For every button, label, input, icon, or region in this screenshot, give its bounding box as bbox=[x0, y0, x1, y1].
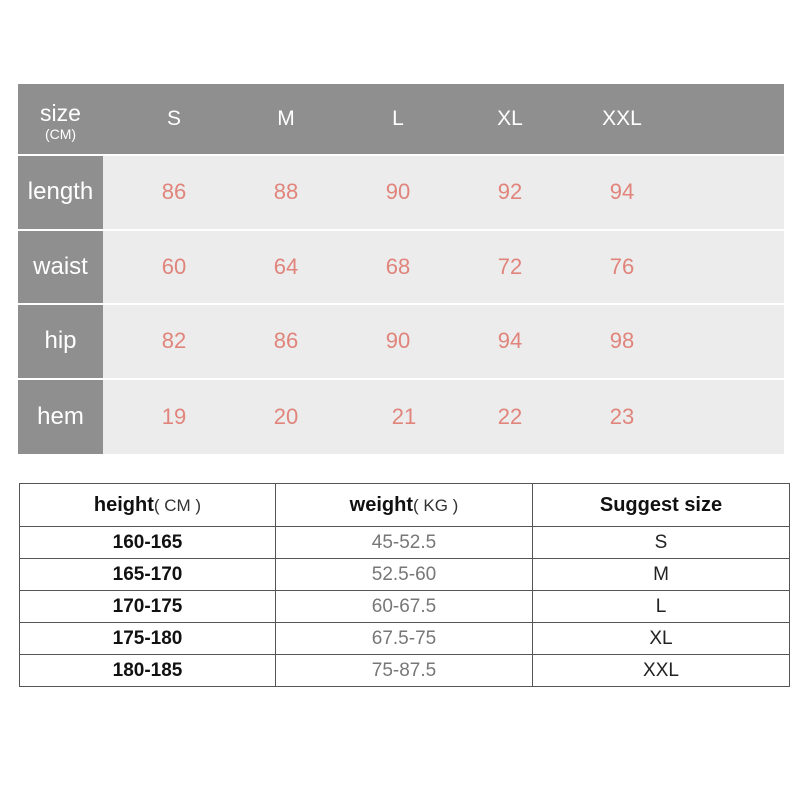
value-cell: 98 bbox=[609, 328, 635, 354]
size-columns bbox=[103, 84, 784, 154]
size-cell: XL bbox=[533, 623, 790, 655]
suggest-size-table bbox=[19, 483, 790, 687]
row-label-hem: hem bbox=[18, 380, 103, 455]
table-header-row bbox=[20, 484, 790, 527]
value-cell: 22 bbox=[497, 403, 523, 429]
value-cell: 94 bbox=[497, 328, 523, 354]
row-values-hip bbox=[103, 305, 784, 380]
value-cell: 86 bbox=[273, 328, 299, 354]
value-cell: 76 bbox=[609, 253, 635, 279]
size-chart bbox=[18, 84, 784, 454]
weight-cell: 60-67.5 bbox=[276, 591, 533, 623]
header-weight-label: weight bbox=[349, 493, 413, 516]
value-cell: 60 bbox=[161, 253, 187, 279]
value-cell: 86 bbox=[161, 179, 187, 205]
value-cell: 19 bbox=[161, 403, 187, 429]
corner-label: size bbox=[40, 99, 81, 126]
value-cell: 94 bbox=[609, 179, 635, 205]
value-cell: 88 bbox=[273, 179, 299, 205]
size-col-m: M bbox=[277, 107, 295, 130]
size-cell: XXL bbox=[533, 655, 790, 687]
size-cell: S bbox=[533, 527, 790, 559]
height-cell: 160-165 bbox=[20, 527, 276, 559]
table-row bbox=[20, 655, 790, 687]
value-cell: 72 bbox=[497, 253, 523, 279]
value-cell: 20 bbox=[273, 403, 299, 429]
header-suggest-size: Suggest size bbox=[533, 484, 790, 527]
row-values-hem bbox=[103, 380, 784, 455]
value-cell: 64 bbox=[273, 253, 299, 279]
weight-cell: 75-87.5 bbox=[276, 655, 533, 687]
size-chart-corner bbox=[18, 99, 103, 142]
value-cell: 92 bbox=[497, 179, 523, 205]
header-height bbox=[20, 484, 276, 527]
table-row bbox=[20, 559, 790, 591]
size-cell: M bbox=[533, 559, 790, 591]
weight-cell: 67.5-75 bbox=[276, 623, 533, 655]
size-col-xl: XL bbox=[497, 107, 523, 130]
value-cell: 23 bbox=[609, 403, 635, 429]
value-cell: 82 bbox=[161, 328, 187, 354]
row-values-waist bbox=[103, 231, 784, 306]
header-height-label: height bbox=[93, 493, 154, 516]
value-cell: 90 bbox=[385, 328, 411, 354]
size-col-s: S bbox=[166, 107, 182, 130]
row-values-length bbox=[103, 156, 784, 231]
row-label-waist: waist bbox=[18, 231, 103, 306]
row-label-length: length bbox=[18, 156, 103, 231]
height-cell: 175-180 bbox=[20, 623, 276, 655]
weight-cell: 45-52.5 bbox=[276, 527, 533, 559]
height-cell: 180-185 bbox=[20, 655, 276, 687]
table-row bbox=[20, 591, 790, 623]
height-cell: 170-175 bbox=[20, 591, 276, 623]
header-weight-unit: ( KG ) bbox=[413, 495, 459, 515]
weight-cell: 52.5-60 bbox=[276, 559, 533, 591]
corner-unit: (CM) bbox=[44, 125, 77, 142]
table-row bbox=[20, 527, 790, 559]
size-col-l: L bbox=[392, 107, 404, 130]
value-cell: 90 bbox=[385, 179, 411, 205]
header-weight bbox=[276, 484, 533, 527]
value-cell: 21 bbox=[391, 403, 417, 429]
height-cell: 165-170 bbox=[20, 559, 276, 591]
header-height-unit: ( CM ) bbox=[153, 495, 202, 515]
size-col-xxl: XXL bbox=[602, 107, 642, 130]
size-cell: L bbox=[533, 591, 790, 623]
value-cell: 68 bbox=[385, 253, 411, 279]
size-chart-header bbox=[18, 84, 784, 156]
row-label-hip: hip bbox=[18, 305, 103, 380]
table-row bbox=[20, 623, 790, 655]
